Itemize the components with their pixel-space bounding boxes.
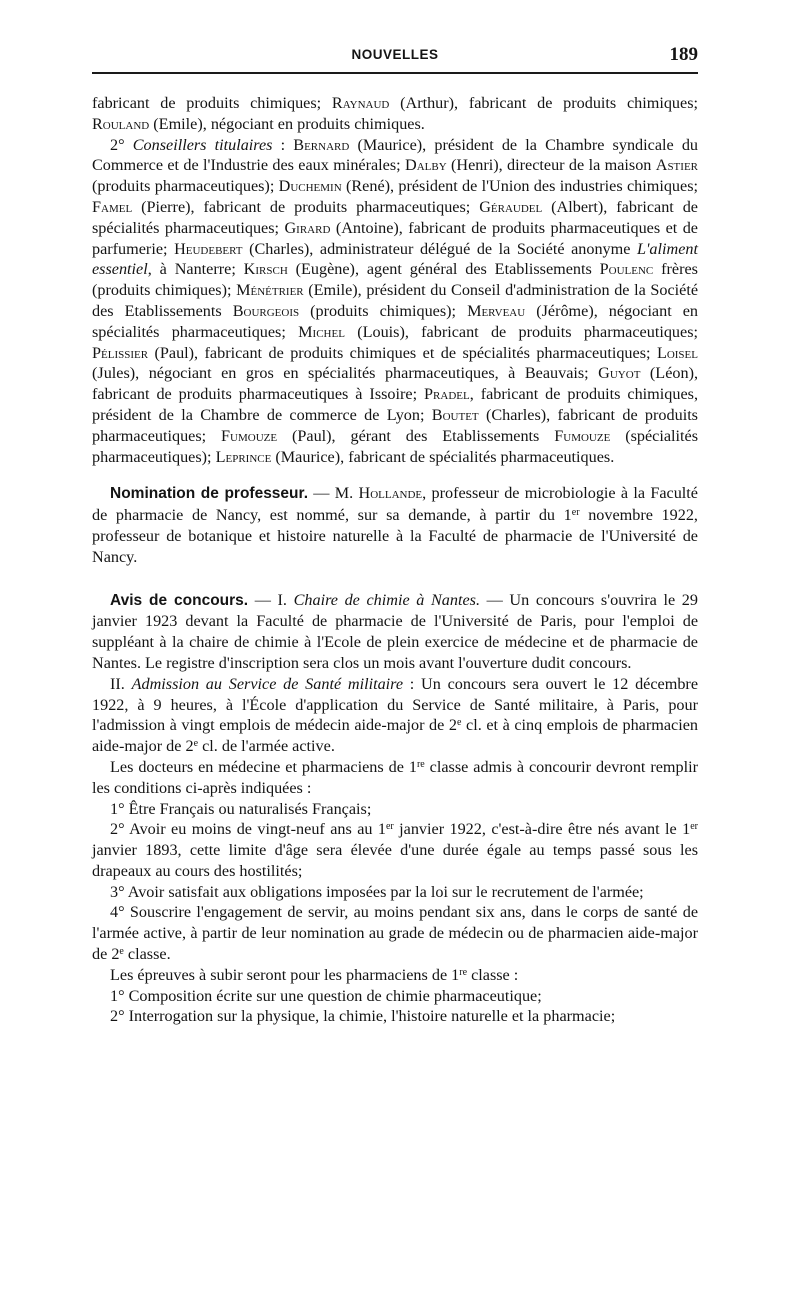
superscript: re [459, 966, 468, 978]
text: janvier 1922, c'est-à-dire être nés avant le 1 [393, 820, 691, 839]
person-name: Duchemin [278, 177, 342, 196]
superscript: er [690, 821, 698, 833]
text: (Jérôme), négociant en spécialités pharmaceutiques; [92, 301, 699, 341]
text: (Albert), fabricant de spécialités pharmaceutiques; [92, 197, 698, 237]
person-name: Pélissier [92, 343, 149, 362]
text: , fabricant de produits chimiques, président de la Chambre de commerce de Lyon; [92, 385, 698, 424]
paragraph-nomination [92, 483, 698, 567]
article-body [92, 93, 698, 1027]
person-name: Girard [284, 218, 331, 237]
person-name: Pradel [424, 385, 470, 404]
person-name: Leprince [215, 447, 272, 466]
item-number: 2° [110, 135, 125, 154]
person-name: Fumouze [554, 426, 611, 445]
condition-1: 1° Être Français ou naturalisés Français; [110, 799, 372, 818]
person-name: Hollande [358, 484, 423, 503]
text: II. [110, 674, 132, 693]
text: 4° Souscrire l'engagement de servir, au moins pendant six ans, dans le corps de santé de l'armée active, à partir de leur nomination au grade de médecin ou de pharmacien aide-major de 2 [92, 903, 698, 964]
superscript: e [457, 717, 462, 729]
text: (Jules), négociant en gros en spécialités pharmaceutiques, à Beauvais; [92, 364, 599, 383]
text: , professeur de microbiologie à la Faculté de pharmacie de Nancy, est nommé, sur sa demande, à partir du 1 [92, 484, 698, 525]
text: (René), président de l'Union des industries chimiques; [341, 177, 698, 196]
text: (Louis), fabricant de produits pharmaceutiques; [344, 322, 698, 341]
person-name: Ménétrier [236, 281, 304, 300]
text: (Paul), fabricant de produits chimiques et de spécialités pharmaceutiques; [148, 343, 657, 362]
paragraph-continuation [92, 93, 698, 135]
text: — Un concours s'ouvrira le 29 janvier 1923 devant la Faculté de pharmacie de l'Université de Paris, pour l'emploi de suppléant à la chaire de chimie à l'Ecole de plein exercice de médecine et de pharmacie de Nantes. Le registre d'inscription sera clos un mois avant l'ouverture dudit concours. [92, 590, 698, 672]
text: (Antoine), fabricant de produits pharmaceutiques et de parfumerie; [92, 218, 698, 258]
person-name: Fumouze [221, 426, 278, 445]
text: (Pierre), fabricant de produits pharmaceutiques; [132, 197, 480, 216]
person-name: Kirsch [243, 260, 288, 279]
text: classe. [123, 945, 171, 964]
paragraph-epreuves [92, 965, 698, 986]
text: (spécialités pharmaceutiques); [92, 426, 699, 466]
text: (Charles), administrateur délégué de la Société anonyme [242, 239, 637, 258]
person-name: Rouland [92, 114, 150, 133]
text: novembre 1922, professeur de botanique et histoire naturelle à la Faculté de pharmacie de l'Université de Nancy. [92, 506, 698, 566]
page-number: 189 [669, 44, 698, 65]
text: (Paul), gérant des Etablissements [277, 426, 555, 445]
person-name: Raynaud [331, 94, 390, 112]
person-name: Guyot [598, 364, 641, 383]
text: (Eugène), agent général des Etablissements [287, 260, 600, 279]
text: (Arthur), fabricant de produits chimiques; [389, 94, 699, 112]
paragraph-docteurs [92, 757, 698, 799]
page-header [92, 44, 698, 74]
superscript: re [416, 758, 425, 770]
person-name: Michel [298, 322, 345, 341]
condition-2 [92, 819, 698, 881]
text: (Léon), fabricant de produits pharmaceutiques à Issoire; [92, 364, 699, 404]
header-rule [92, 72, 698, 74]
person-name: Poulenc [599, 260, 654, 279]
person-name: Géraudel [479, 197, 543, 216]
running-title: NOUVELLES [351, 47, 439, 62]
paragraph-service-sante [92, 674, 698, 757]
text: : [272, 135, 294, 154]
epreuve-1: 1° Composition écrite sur une question de chimie pharmaceutique; [110, 986, 542, 1005]
text: (Henri), directeur de la maison [446, 156, 656, 175]
section-label: Conseillers titulaires [132, 135, 273, 154]
text: classe : [467, 965, 519, 984]
subsection-title: Admission au Service de Santé militaire [131, 674, 404, 693]
text: cl. de l'armée active. [198, 737, 335, 756]
person-name: Heudebert [174, 239, 243, 258]
text: : Un concours sera ouvert le 12 décembre 1922, à 9 heures, à l'École d'application du Service de Santé militaire, à Paris, pour l'admission à vingt emplois de médecin aide-major de 2 [92, 674, 698, 735]
text: (Emile), président du Conseil d'administration de la Société des Etablissements [92, 281, 699, 320]
paragraph-conseillers-titulaires [92, 135, 698, 468]
person-name: Boutet [431, 405, 479, 424]
condition-4 [92, 902, 698, 964]
person-name: Bernard [293, 135, 350, 154]
person-name: Loisel [656, 343, 698, 362]
subsection-title: Chaire de chimie à Nantes. [293, 590, 480, 609]
condition-3: 3° Avoir satisfait aux obligations imposées par la loi sur le recrutement de l'armée; [110, 882, 644, 901]
text: 2° Avoir eu moins de vingt-neuf ans au 1 [110, 820, 386, 839]
text: (Charles), fabricant de produits pharmaceutiques; [92, 405, 698, 445]
superscript: e [193, 738, 199, 750]
person-name: Dalby [405, 156, 447, 175]
epreuve-2: 2° Interrogation sur la physique, la chimie, l'histoire naturelle et la pharmacie; [110, 1007, 616, 1026]
text: (produits pharmaceutiques); [92, 177, 279, 196]
text: (Maurice), fabricant de spécialités pharmaceutiques. [271, 447, 615, 466]
text: — I. [248, 590, 294, 609]
person-name: Merveau [467, 301, 526, 320]
text: classe admis à concourir devront remplir les conditions ci-après indiquées : [92, 757, 698, 797]
text: janvier 1893, cette limite d'âge sera élevée d'une durée égale au temps passé sous les drapeaux au cours des hostilités; [92, 841, 698, 880]
section-heading: Avis de concours. [110, 591, 249, 609]
text: — M. [308, 484, 359, 503]
text: fabricant de produits chimiques; [92, 94, 332, 112]
superscript: e [119, 946, 124, 958]
company-name: L'aliment essentiel [92, 239, 698, 279]
text: , à Nanterre; [147, 260, 244, 279]
paragraph-avis-concours [92, 590, 698, 674]
person-name: Astier [655, 156, 698, 175]
text: (Maurice), président de la Chambre syndicale du Commerce et de l'Industrie des eaux minérales; [92, 135, 699, 175]
text: Les docteurs en médecine et pharmaciens de 1 [110, 757, 417, 776]
person-name: Bourgeois [232, 301, 300, 320]
person-name: Famel [92, 197, 133, 216]
section-heading: Nomination de professeur. [110, 485, 309, 503]
text: frères (produits chimiques); [92, 260, 698, 300]
text: (Emile), négociant en produits chimiques. [149, 114, 425, 133]
superscript: er [571, 507, 580, 519]
text: (produits chimiques); [299, 301, 468, 320]
text: Les épreuves à subir seront pour les pharmaciens de 1 [110, 965, 460, 984]
text: cl. et à cinq emplois de pharmacien aide-major de 2 [92, 716, 698, 756]
superscript: er [385, 821, 394, 833]
